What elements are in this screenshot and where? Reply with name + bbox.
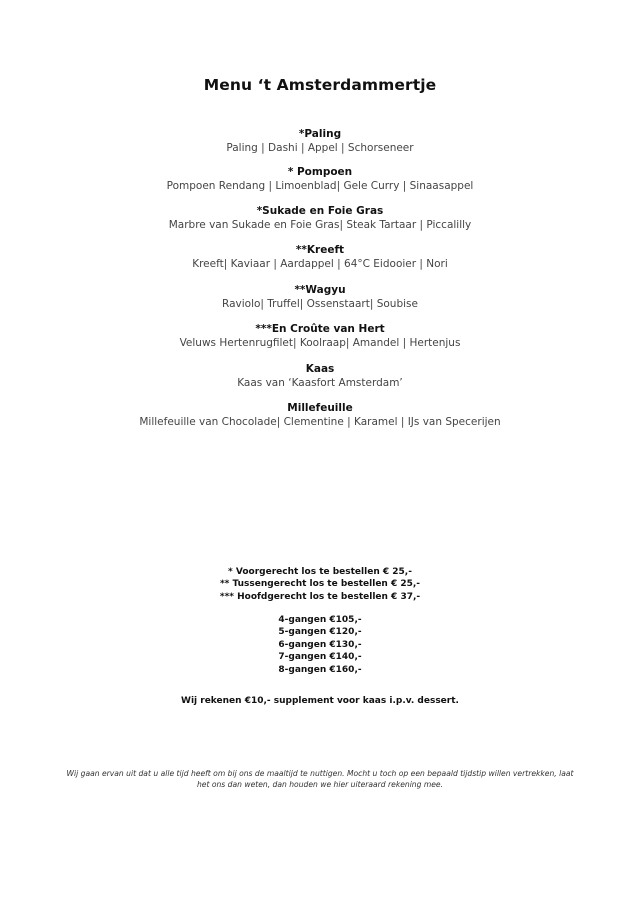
course-name: ***En Croûte van Hert — [255, 323, 385, 335]
course-kreeft — [0, 243, 640, 271]
cheese-supplement-note: Wij rekenen €10,- supplement voor kaas i.p.v. dessert. — [181, 696, 459, 706]
course-description: Veluws Hertenrugfilet| Koolraap| Amandel | Hertenjus — [179, 337, 461, 349]
course-paling — [0, 127, 640, 155]
price-line: *** Hoofdgerecht los te bestellen € 37,- — [219, 591, 421, 602]
course-name: * Pompoen — [287, 166, 353, 178]
price-line: ** Tussengerecht los te bestellen € 25,- — [219, 579, 421, 590]
gangen-line: 5-gangen €120,- — [278, 627, 362, 638]
course-pompoen — [0, 165, 640, 193]
course-hert — [0, 322, 640, 350]
a-la-carte-prices — [0, 566, 640, 603]
course-description: Marbre van Sukade en Foie Gras| Steak Tartaar | Piccalilly — [168, 219, 472, 231]
gangen-line: 8-gangen €160,- — [278, 664, 362, 675]
course-sukade — [0, 204, 640, 232]
course-description: Millefeuille van Chocolade| Clementine | Karamel | IJs van Specerijen — [139, 416, 501, 428]
course-name: *Sukade en Foie Gras — [256, 205, 384, 217]
course-kaas — [0, 362, 640, 390]
course-description: Pompoen Rendang | Limoenblad| Gele Curry | Sinaasappel — [166, 180, 474, 192]
course-menu-prices — [0, 614, 640, 676]
gangen-line: 4-gangen €105,- — [278, 615, 362, 625]
gangen-line: 7-gangen €140,- — [278, 652, 362, 663]
course-description: Paling | Dashi | Appel | Schorseneer — [226, 142, 414, 154]
course-name: *Paling — [298, 128, 342, 140]
course-name: **Wagyu — [294, 284, 346, 296]
course-wagyu — [0, 283, 640, 311]
course-millefeuille — [0, 401, 640, 429]
menu-title: Menu ‘t Amsterdammertje — [203, 76, 437, 94]
course-description: Raviolo| Truffel| Ossenstaart| Soubise — [222, 298, 418, 310]
gangen-line: 6-gangen €130,- — [278, 639, 362, 650]
course-description: Kaas van ‘Kaasfort Amsterdam’ — [237, 377, 403, 389]
course-name: **Kreeft — [295, 244, 345, 256]
course-name: Kaas — [305, 363, 335, 375]
footer-note: Wij gaan ervan uit dat u alle tijd heeft om bij ons de maaltijd te nuttigen. Mocht u toch op een bepaald tijdstip willen vertrekken, laat het ons dan weten, dan houden we hier uiteraard rekening mee. — [66, 769, 574, 789]
course-name: Millefeuille — [287, 402, 353, 414]
price-line: * Voorgerecht los te bestellen € 25,- — [228, 567, 412, 577]
course-description: Kreeft| Kaviaar | Aardappel | 64°C Eidooier | Nori — [192, 258, 448, 270]
